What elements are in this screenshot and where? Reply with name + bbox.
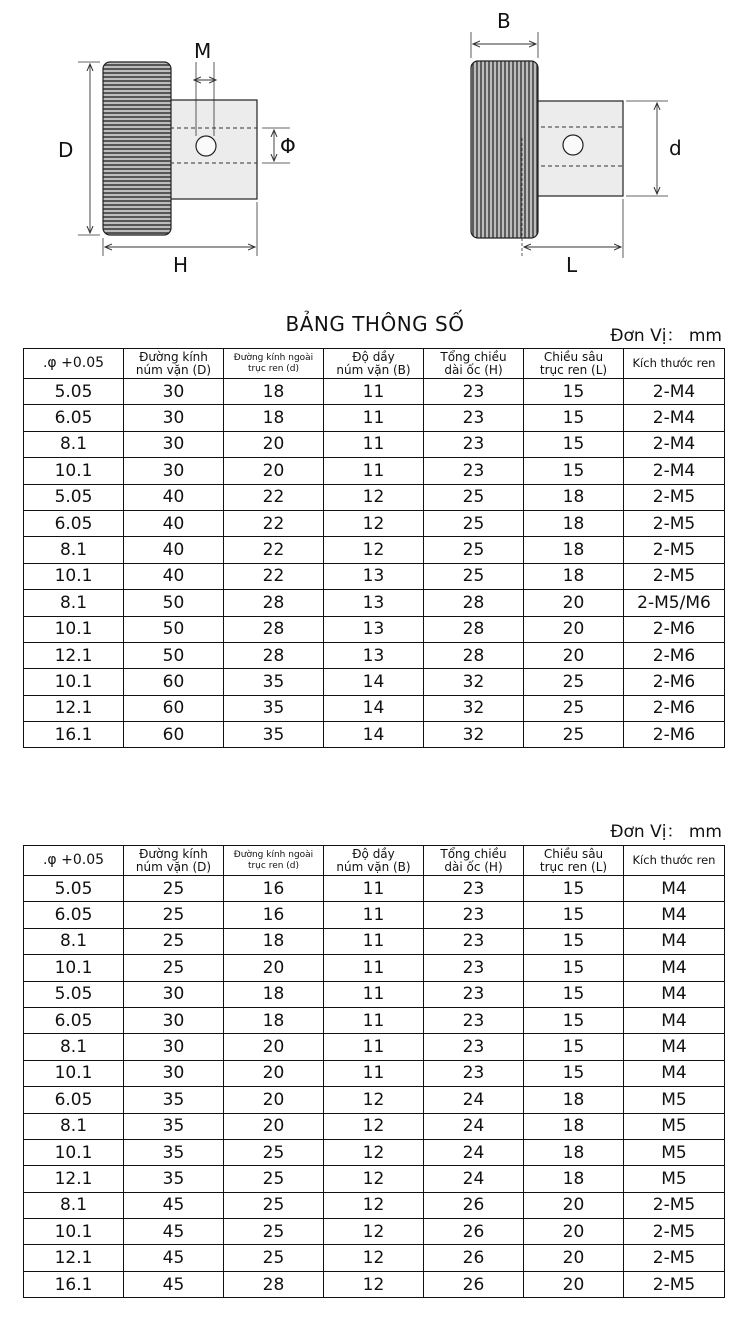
column-header (424, 349, 524, 379)
column-header-line: Đường kính ngoài (233, 849, 314, 860)
table-cell: 18 (524, 537, 624, 563)
table-cell: 2-M5 (624, 1192, 725, 1218)
table-row (24, 695, 725, 721)
spec-table-1 (23, 348, 725, 748)
column-header (124, 349, 224, 379)
table-cell: 8.1 (24, 590, 124, 616)
label-M: M (194, 39, 212, 63)
table-cell: 30 (124, 379, 224, 405)
table-row (24, 1219, 725, 1245)
knurled-head (103, 62, 171, 235)
table-cell: 15 (524, 981, 624, 1007)
column-header-line: Chiều sâu (543, 349, 604, 364)
table-row (24, 1192, 725, 1218)
table-cell: 2-M6 (624, 616, 725, 642)
table-cell: 8.1 (24, 537, 124, 563)
table-cell: 12 (324, 1219, 424, 1245)
table-row (24, 510, 725, 536)
table-cell: 18 (224, 1007, 324, 1033)
label-D: D (58, 138, 74, 162)
table-cell: 11 (324, 902, 424, 928)
table-cell: 15 (524, 431, 624, 457)
table-cell: 35 (224, 695, 324, 721)
table-cell: 10.1 (24, 1139, 124, 1165)
table-cell: 28 (224, 616, 324, 642)
table-cell: M5 (624, 1113, 725, 1139)
table-cell: 23 (424, 928, 524, 954)
set-screw-hole (196, 136, 216, 156)
column-header-line: dài ốc (H) (444, 859, 503, 874)
table-cell: 6.05 (24, 902, 124, 928)
table-cell: 30 (124, 1034, 224, 1060)
table-row (24, 405, 725, 431)
table-cell: 40 (124, 484, 224, 510)
table-cell: 2-M6 (624, 669, 725, 695)
column-header (224, 846, 324, 876)
table-cell: 25 (224, 1192, 324, 1218)
table-cell: 15 (524, 458, 624, 484)
table-cell: 20 (524, 1271, 624, 1297)
table-cell: M4 (624, 955, 725, 981)
table-cell: 8.1 (24, 1113, 124, 1139)
table-cell: 35 (124, 1087, 224, 1113)
table-cell: 32 (424, 722, 524, 748)
table-cell: 25 (124, 876, 224, 902)
column-header-line: Độ dầy (352, 349, 395, 364)
table-cell: 2-M5 (624, 1245, 725, 1271)
column-header (324, 846, 424, 876)
table-cell: M4 (624, 1007, 725, 1033)
table-cell: 28 (224, 590, 324, 616)
table-cell: 20 (524, 616, 624, 642)
column-header (24, 846, 124, 876)
table-row (24, 431, 725, 457)
column-header-line: .φ +0.05 (42, 355, 105, 371)
table-row (24, 722, 725, 748)
table-cell: 14 (324, 722, 424, 748)
table-cell: 25 (424, 537, 524, 563)
table-header-row (24, 846, 725, 876)
table-row (24, 1113, 725, 1139)
table-cell: 11 (324, 981, 424, 1007)
table-cell: 2-M4 (624, 379, 725, 405)
table-cell: 25 (124, 955, 224, 981)
table-cell: 20 (524, 1192, 624, 1218)
table-cell: 12 (324, 1087, 424, 1113)
table-cell: 15 (524, 1034, 624, 1060)
table-cell: 40 (124, 563, 224, 589)
table-row (24, 902, 725, 928)
column-header (124, 846, 224, 876)
table-row (24, 590, 725, 616)
column-header-line: trục ren (d) (247, 363, 300, 374)
column-header (224, 349, 324, 379)
table-cell: 60 (124, 669, 224, 695)
table-cell: 26 (424, 1271, 524, 1297)
label-B: B (497, 9, 511, 33)
table-cell: 25 (424, 510, 524, 536)
table-row (24, 1139, 725, 1165)
label-phi: Φ (280, 134, 296, 158)
table-cell: 13 (324, 642, 424, 668)
table-cell: 11 (324, 1034, 424, 1060)
table-row (24, 1271, 725, 1297)
table-cell: 2-M5 (624, 563, 725, 589)
table-cell: 20 (224, 1087, 324, 1113)
table-cell: 13 (324, 563, 424, 589)
table-cell: 28 (424, 616, 524, 642)
table-cell: 10.1 (24, 669, 124, 695)
label-L: L (566, 253, 578, 277)
set-screw-hole-side (563, 135, 583, 155)
table-cell: 18 (224, 928, 324, 954)
table-cell: 25 (124, 928, 224, 954)
table-cell: 13 (324, 590, 424, 616)
column-header-line: Kích thước ren (632, 853, 716, 867)
table-cell: 2-M5 (624, 484, 725, 510)
table-cell: 25 (424, 563, 524, 589)
table-cell: 23 (424, 902, 524, 928)
table-cell: 5.05 (24, 876, 124, 902)
table-cell: M4 (624, 1060, 725, 1086)
table-row (24, 1245, 725, 1271)
table-cell: 60 (124, 722, 224, 748)
table-cell: 11 (324, 379, 424, 405)
table-cell: 10.1 (24, 563, 124, 589)
table-cell: 26 (424, 1245, 524, 1271)
table-cell: 50 (124, 590, 224, 616)
table-cell: 22 (224, 537, 324, 563)
table-cell: 28 (224, 1271, 324, 1297)
table-cell: 50 (124, 642, 224, 668)
column-header-line: Chiều sâu (543, 846, 604, 861)
table-cell: 5.05 (24, 981, 124, 1007)
table-cell: 14 (324, 669, 424, 695)
table-cell: 5.05 (24, 484, 124, 510)
table-cell: 32 (424, 695, 524, 721)
table-cell: 18 (524, 563, 624, 589)
table-cell: 11 (324, 1007, 424, 1033)
table-cell: 24 (424, 1166, 524, 1192)
table-cell: 35 (224, 722, 324, 748)
table-cell: 45 (124, 1192, 224, 1218)
table-cell: 2-M5/M6 (624, 590, 725, 616)
table-cell: 11 (324, 928, 424, 954)
table-cell: 20 (524, 1245, 624, 1271)
column-header (324, 349, 424, 379)
table-cell: 32 (424, 669, 524, 695)
table-cell: 28 (224, 642, 324, 668)
column-header-line: Tổng chiều (440, 349, 507, 364)
table-cell: 2-M6 (624, 642, 725, 668)
table-cell: 2-M4 (624, 431, 725, 457)
table-cell: 20 (524, 590, 624, 616)
column-header (524, 349, 624, 379)
spec-table-2 (23, 845, 725, 1298)
table-cell: 10.1 (24, 616, 124, 642)
table-cell: 16 (224, 876, 324, 902)
table-cell: 18 (524, 1166, 624, 1192)
table-cell: M5 (624, 1166, 725, 1192)
table-cell: M4 (624, 1034, 725, 1060)
table-cell: 24 (424, 1113, 524, 1139)
table-cell: 30 (124, 981, 224, 1007)
table-cell: 12 (324, 510, 424, 536)
column-header-line: .φ +0.05 (42, 852, 105, 868)
table-cell: 26 (424, 1192, 524, 1218)
table-cell: 2-M4 (624, 458, 725, 484)
spec-table-title: BẢNG THÔNG SỐ (285, 312, 465, 336)
table-cell: 5.05 (24, 379, 124, 405)
table-cell: 12 (324, 1245, 424, 1271)
table-cell: 23 (424, 981, 524, 1007)
table-cell: 15 (524, 902, 624, 928)
table-cell: 23 (424, 1007, 524, 1033)
table-cell: 15 (524, 928, 624, 954)
table-cell: 23 (424, 1060, 524, 1086)
table-cell: 15 (524, 876, 624, 902)
table-row (24, 981, 725, 1007)
table-cell: 23 (424, 1034, 524, 1060)
table-cell: 10.1 (24, 1219, 124, 1245)
table-cell: 2-M4 (624, 405, 725, 431)
column-header-line: núm vặn (D) (135, 362, 212, 377)
table-row (24, 1060, 725, 1086)
table-row (24, 642, 725, 668)
knurled-head-side (471, 61, 538, 238)
column-header-line: trục ren (d) (247, 860, 300, 871)
column-header-line: Kích thước ren (632, 356, 716, 370)
side-view (471, 9, 682, 277)
table-cell: 28 (424, 590, 524, 616)
table-cell: 20 (224, 1113, 324, 1139)
table-row (24, 458, 725, 484)
front-view (58, 39, 296, 277)
table-cell: 30 (124, 405, 224, 431)
table-cell: 25 (224, 1219, 324, 1245)
table-cell: 24 (424, 1139, 524, 1165)
table-cell: 18 (524, 510, 624, 536)
table-cell: 6.05 (24, 1007, 124, 1033)
table-cell: 25 (224, 1245, 324, 1271)
table-cell: 45 (124, 1271, 224, 1297)
table-cell: 18 (524, 1087, 624, 1113)
table-cell: 18 (524, 1139, 624, 1165)
column-header (624, 846, 725, 876)
table-cell: 11 (324, 955, 424, 981)
table-cell: 18 (524, 1113, 624, 1139)
table-cell: 40 (124, 537, 224, 563)
table-cell: 20 (524, 1219, 624, 1245)
table-cell: 12 (324, 1113, 424, 1139)
column-header-line: trục ren (L) (539, 859, 608, 874)
table-cell: 12 (324, 1139, 424, 1165)
table-cell: M4 (624, 981, 725, 1007)
table-cell: 10.1 (24, 955, 124, 981)
column-header (424, 846, 524, 876)
table-cell: 6.05 (24, 510, 124, 536)
table-cell: 30 (124, 431, 224, 457)
table-cell: 11 (324, 458, 424, 484)
table-cell: 16.1 (24, 722, 124, 748)
column-header-line: Đường kính (139, 846, 208, 861)
table-cell: 22 (224, 484, 324, 510)
table-cell: 18 (524, 484, 624, 510)
table-row (24, 379, 725, 405)
table-cell: 20 (224, 1034, 324, 1060)
table-cell: 8.1 (24, 1192, 124, 1218)
table-cell: 26 (424, 1219, 524, 1245)
table-cell: 23 (424, 876, 524, 902)
table-cell: 25 (124, 902, 224, 928)
table-cell: 20 (224, 458, 324, 484)
column-header-line: Đường kính (139, 349, 208, 364)
table-cell: 2-M5 (624, 510, 725, 536)
table-cell: 8.1 (24, 1034, 124, 1060)
table-cell: 23 (424, 955, 524, 981)
table-cell: 15 (524, 379, 624, 405)
label-d: d (669, 136, 682, 160)
unit-label-2: Đơn Vị： mm (610, 822, 722, 842)
table-cell: 23 (424, 458, 524, 484)
table-cell: 45 (124, 1219, 224, 1245)
table-cell: 20 (224, 1060, 324, 1086)
table-cell: 15 (524, 405, 624, 431)
table-cell: 10.1 (24, 458, 124, 484)
label-H: H (173, 253, 189, 277)
table-cell: M4 (624, 902, 725, 928)
column-header-line: trục ren (L) (539, 362, 608, 377)
table-cell: 45 (124, 1245, 224, 1271)
table-cell: 12 (324, 1192, 424, 1218)
table-cell: 30 (124, 1007, 224, 1033)
table-row (24, 1034, 725, 1060)
table-row (24, 876, 725, 902)
column-header-line: núm vặn (B) (336, 362, 411, 377)
unit-label: Đơn Vị： mm (610, 326, 722, 346)
table-row (24, 955, 725, 981)
table-cell: 22 (224, 563, 324, 589)
table-cell: 20 (224, 431, 324, 457)
table-cell: 30 (124, 1060, 224, 1086)
table-cell: 15 (524, 955, 624, 981)
table-row (24, 1166, 725, 1192)
column-header-line: núm vặn (B) (336, 859, 411, 874)
table-cell: 2-M6 (624, 722, 725, 748)
table-cell: 12 (324, 1271, 424, 1297)
column-header-line: núm vặn (D) (135, 859, 212, 874)
table-cell: 10.1 (24, 1060, 124, 1086)
table-cell: 40 (124, 510, 224, 536)
table-row (24, 616, 725, 642)
table-cell: 23 (424, 405, 524, 431)
table-cell: 12 (324, 484, 424, 510)
table-cell: 13 (324, 616, 424, 642)
table-cell: 35 (124, 1113, 224, 1139)
column-header-line: Đường kính ngoài (233, 352, 314, 363)
table-cell: 14 (324, 695, 424, 721)
table-cell: 2-M5 (624, 1219, 725, 1245)
table-cell: 12.1 (24, 695, 124, 721)
table-cell: 23 (424, 379, 524, 405)
table-cell: 35 (224, 669, 324, 695)
table-cell: 16.1 (24, 1271, 124, 1297)
table-cell: 6.05 (24, 1087, 124, 1113)
table-header-row (24, 349, 725, 379)
table-cell: 60 (124, 695, 224, 721)
table-cell: 25 (524, 669, 624, 695)
table-cell: 24 (424, 1087, 524, 1113)
table-cell: 15 (524, 1060, 624, 1086)
column-header-line: Tổng chiều (440, 846, 507, 861)
column-header (524, 846, 624, 876)
table-cell: 11 (324, 876, 424, 902)
table-cell: 12 (324, 537, 424, 563)
table-cell: 35 (124, 1166, 224, 1192)
table-row (24, 484, 725, 510)
table-cell: 50 (124, 616, 224, 642)
table-cell: 35 (124, 1139, 224, 1165)
table-cell: 18 (224, 981, 324, 1007)
table-cell: 18 (224, 379, 324, 405)
table-cell: 2-M5 (624, 1271, 725, 1297)
table-cell: 28 (424, 642, 524, 668)
table-cell: 25 (424, 484, 524, 510)
table-cell: 18 (224, 405, 324, 431)
table-cell: M5 (624, 1087, 725, 1113)
table-row (24, 928, 725, 954)
table-cell: 16 (224, 902, 324, 928)
table-cell: M4 (624, 928, 725, 954)
table-cell: 8.1 (24, 431, 124, 457)
table-row (24, 1007, 725, 1033)
table-cell: 30 (124, 458, 224, 484)
knob-technical-drawing (0, 0, 750, 295)
table-cell: 20 (224, 955, 324, 981)
table-cell: 11 (324, 1060, 424, 1086)
table-cell: 25 (224, 1139, 324, 1165)
table-cell: 12.1 (24, 1245, 124, 1271)
table-row (24, 537, 725, 563)
table-cell: M5 (624, 1139, 725, 1165)
table-row (24, 563, 725, 589)
table-row (24, 1087, 725, 1113)
column-header (24, 349, 124, 379)
table-cell: 25 (524, 722, 624, 748)
table-cell: M4 (624, 876, 725, 902)
table-cell: 11 (324, 431, 424, 457)
table-cell: 20 (524, 642, 624, 668)
table-cell: 25 (224, 1166, 324, 1192)
table-cell: 25 (524, 695, 624, 721)
table-cell: 2-M5 (624, 537, 725, 563)
column-header-line: dài ốc (H) (444, 362, 503, 377)
table-cell: 6.05 (24, 405, 124, 431)
table-cell: 11 (324, 405, 424, 431)
table-cell: 12.1 (24, 1166, 124, 1192)
table-cell: 12.1 (24, 642, 124, 668)
table-cell: 23 (424, 431, 524, 457)
table-cell: 2-M6 (624, 695, 725, 721)
table-row (24, 669, 725, 695)
table-cell: 8.1 (24, 928, 124, 954)
table-cell: 12 (324, 1166, 424, 1192)
table-cell: 15 (524, 1007, 624, 1033)
column-header (624, 349, 725, 379)
column-header-line: Độ dầy (352, 846, 395, 861)
table-cell: 22 (224, 510, 324, 536)
